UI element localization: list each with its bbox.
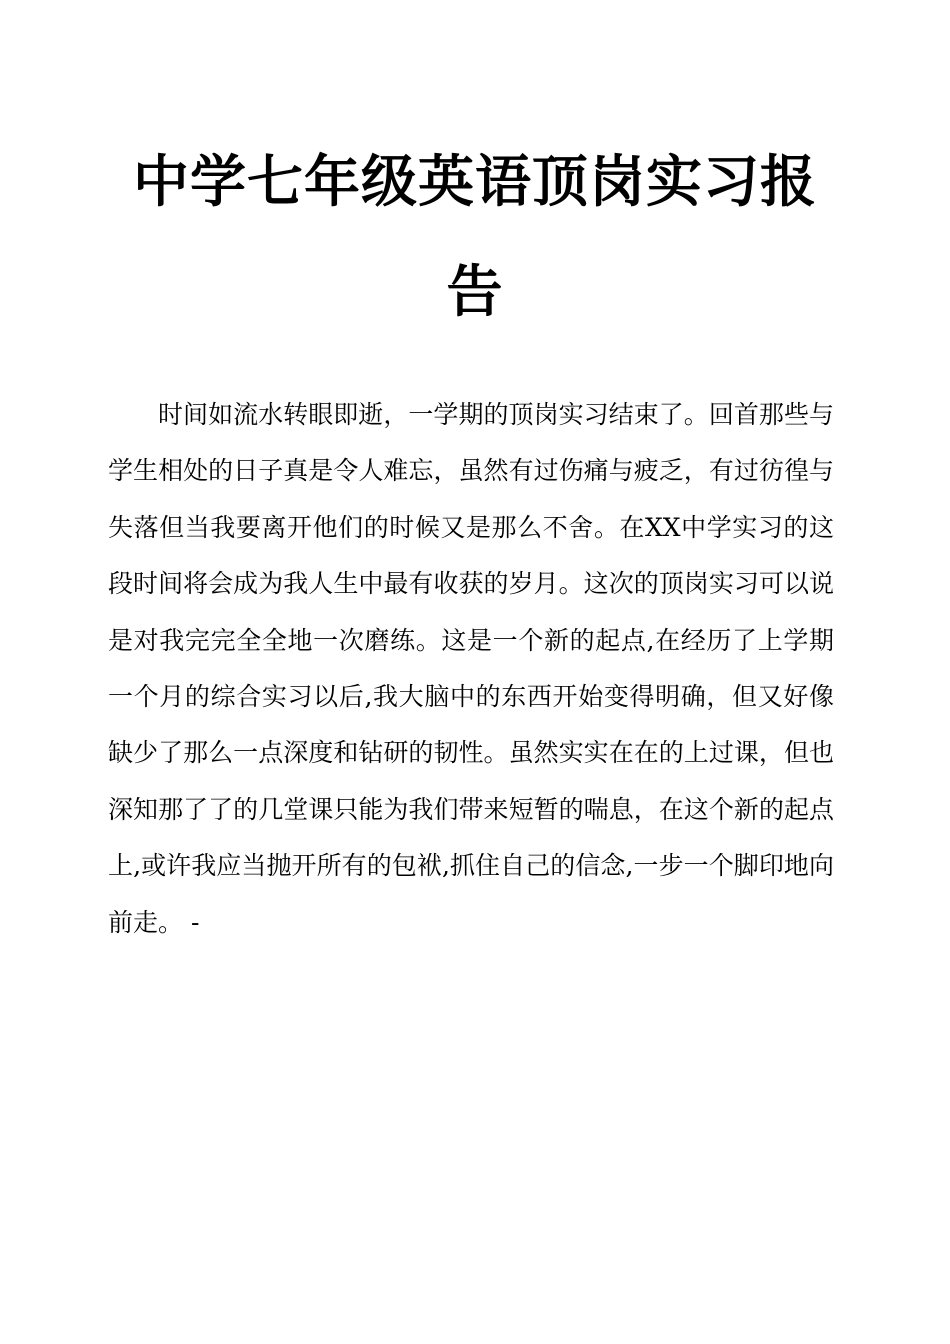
document-title: 中学七年级英语顶岗实习报告 [133, 150, 817, 325]
body-paragraph: 时间如流水转眼即逝，一学期的顶岗实习结束了。回首那些与学生相处的日子真是令人难忘，虽然有过伤痛与疲乏，有过彷徨与失落但当我要离开他们的时候又是那么不舍。在XX中学实习的这段时间将会成为我人生中最有收获的岁月。这次的顶岗实习可以说是对我完完全全地一次磨练。这是一个新的起点,在经历了上学期一个月的综合实习以后,我大脑中的东西开始变得明确，但又好像缺少了那么一点深度和钻研的韧性。虽然实实在在的上过课，但也深知那了了的几堂课只能为我们带来短暂的喘息，在这个新的起点上,或许我应当抛开所有的包袱,抓住自己的信念,一步一个脚印地向前走。 - [108, 400, 834, 937]
